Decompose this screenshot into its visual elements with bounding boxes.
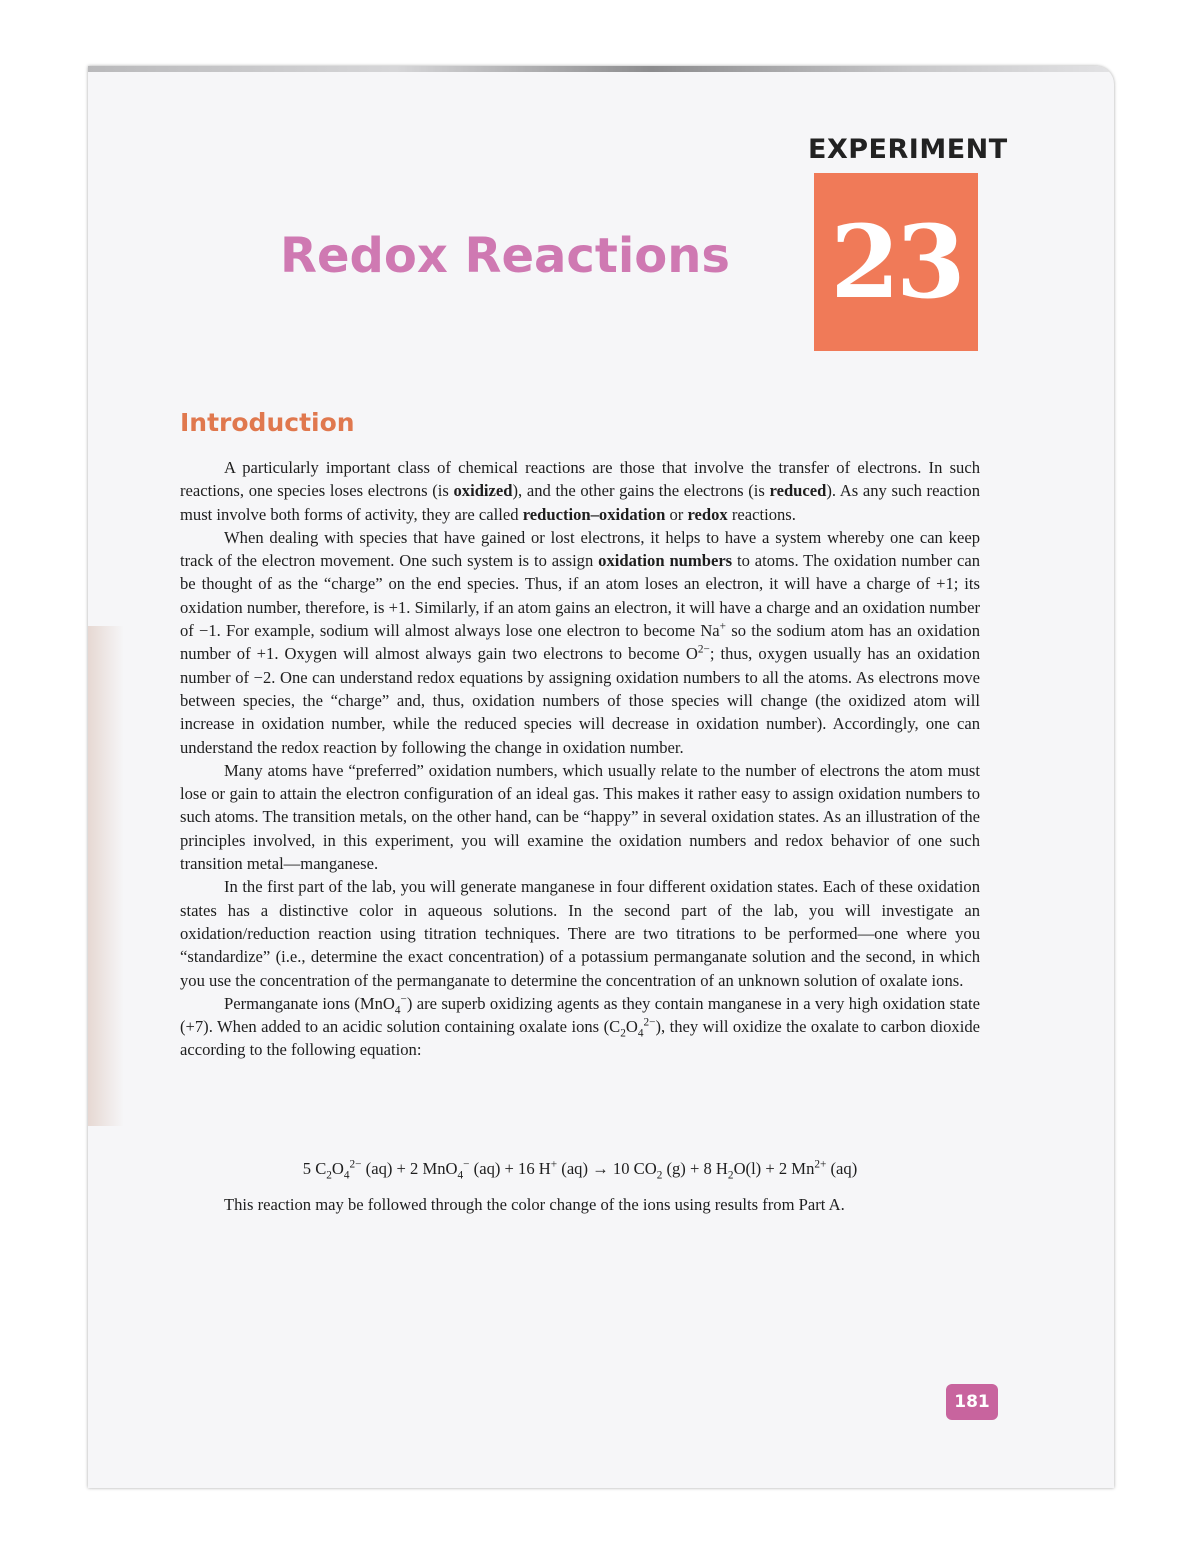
text-run: O(l) + 2 Mn	[733, 1159, 815, 1178]
text-run: to atoms. The oxidation number can be thought of as the “charge” on the end species. Thus, if an atom loses an electron, it will have a charge of +1; its oxidation number, therefore, is +1. Similarly, if an atom gains an electron, it will have a charge and an oxidation number of −1. For example, sodium will almost always lose one electron to become Na	[180, 551, 980, 641]
text-run: reduced	[769, 481, 827, 501]
text-run: 4	[457, 1169, 464, 1182]
text-run: 2−	[643, 1016, 656, 1029]
text-run: or	[665, 504, 688, 524]
paragraph-4	[180, 875, 980, 991]
text-run: oxidized	[453, 481, 513, 501]
text-run: reactions.	[727, 504, 796, 524]
text-run: oxidation numbers	[598, 551, 733, 571]
text-run: 2	[620, 1027, 626, 1040]
equation-note: This reaction may be followed through the color change of the ions using results from Part A.	[224, 1195, 845, 1214]
text-run: 4	[637, 1027, 644, 1040]
text-run: so the sodium atom has an oxidation number of +1. Oxygen will almost always gain two electrons to become O	[180, 621, 980, 664]
experiment-number: 23	[830, 203, 962, 321]
text-run: Many atoms have “preferred” oxidation numbers, which usually relate to the number of electrons the atom must lose or gain to attain the electron configuration of an ideal gas. This makes it rather easy to assign oxidation numbers to such atoms. The transition metals, on the other hand, can be “happy” in several oxidation states. As an illustration of the principles involved, in this experiment, you will examine the oxidation numbers and redox behavior of one such transition metal—manganese.	[180, 760, 980, 874]
text-run: 2−	[349, 1158, 362, 1171]
chemical-equation	[180, 1158, 980, 1182]
text-run: +	[550, 1158, 558, 1171]
page-title: Redox Reactions	[280, 228, 730, 284]
text-run: ). As any such reaction must involve both forms of activity, they are called	[180, 481, 980, 524]
text-run: ) are superb oxidizing agents as they contain manganese in a very high oxidation state (+7). When added to an acidic solution containing oxalate ions (C	[180, 993, 980, 1037]
text-run: (aq) + 2 MnO	[361, 1159, 458, 1178]
text-run: redox	[687, 504, 728, 524]
text-run: (g) + 8 H	[662, 1159, 728, 1178]
text-run: ), and the other gains the electrons (is	[512, 481, 770, 501]
text-run: A particularly important class of chemical reactions are those that involve the transfer of electrons. In such reactions, one species loses electrons (is	[180, 458, 980, 501]
text-run: O	[625, 1017, 638, 1037]
text-run: In the first part of the lab, you will generate manganese in four different oxidation states. Each of these oxidation states has a distinctive color in aqueous solutions. In the second part of the lab, you will investigate an oxidation/reduction reaction using titration techniques. There are two titrations to be performed—one where you “standardize” (i.e., determine the exact concentration) of a potassium permanganate solution and the second, in which you use the concentration of the permanganate to determine the concentration of an unknown solution of oxalate ions.	[180, 877, 980, 990]
text-run: +	[719, 620, 727, 633]
body-text	[180, 456, 980, 1062]
text-run: Permanganate ions (MnO	[224, 993, 395, 1013]
text-run: (aq) + 16 H	[469, 1159, 551, 1178]
text-run: (aq) → 10 CO	[557, 1159, 657, 1178]
paragraph-3	[180, 759, 980, 875]
page-number-badge: 181	[946, 1384, 998, 1420]
text-run: When dealing with species that have gained or lost electrons, it helps to have a system whereby one can keep track of the electron movement. One such system is to assign	[180, 527, 980, 571]
text-run: 4	[343, 1169, 350, 1182]
paragraph-5	[180, 992, 980, 1062]
text-run: 2−	[697, 643, 710, 656]
text-run: 2	[727, 1169, 734, 1182]
text-run: 2	[326, 1169, 332, 1182]
experiment-number-box	[814, 173, 978, 351]
section-heading: Introduction	[180, 408, 355, 437]
text-run: ; thus, oxygen usually has an oxidation number of −2. One can understand redox equations by assigning oxidation numbers to all the atoms. As electrons move between species, the “charge” and, thus, oxidation numbers of those species will change (the oxidized atom will increase in oxidation number, while the reduced species will decrease in oxidation number). Accordingly, one can understand the redox reaction by following the change in oxidation number.	[180, 644, 980, 757]
thumb-shadow	[88, 626, 124, 1126]
text-run: 4	[394, 1004, 401, 1017]
paragraph-1	[180, 456, 980, 526]
paragraph-2	[180, 526, 980, 759]
text-run: 5 C	[302, 1159, 327, 1178]
text-run: 2	[656, 1169, 663, 1182]
text-run: O	[331, 1159, 344, 1178]
text-run: reduction–oxidation	[522, 504, 666, 524]
text-run: ), they will oxidize the oxalate to carbon dioxide according to the following equation:	[180, 1017, 980, 1060]
text-run: −	[463, 1158, 470, 1171]
experiment-label: EXPERIMENT	[808, 134, 1008, 165]
book-page	[88, 66, 1114, 1488]
text-run: −	[400, 993, 407, 1006]
text-run: 2+	[814, 1158, 827, 1171]
page-top-edge	[88, 66, 1114, 72]
text-run: (aq)	[826, 1159, 858, 1178]
